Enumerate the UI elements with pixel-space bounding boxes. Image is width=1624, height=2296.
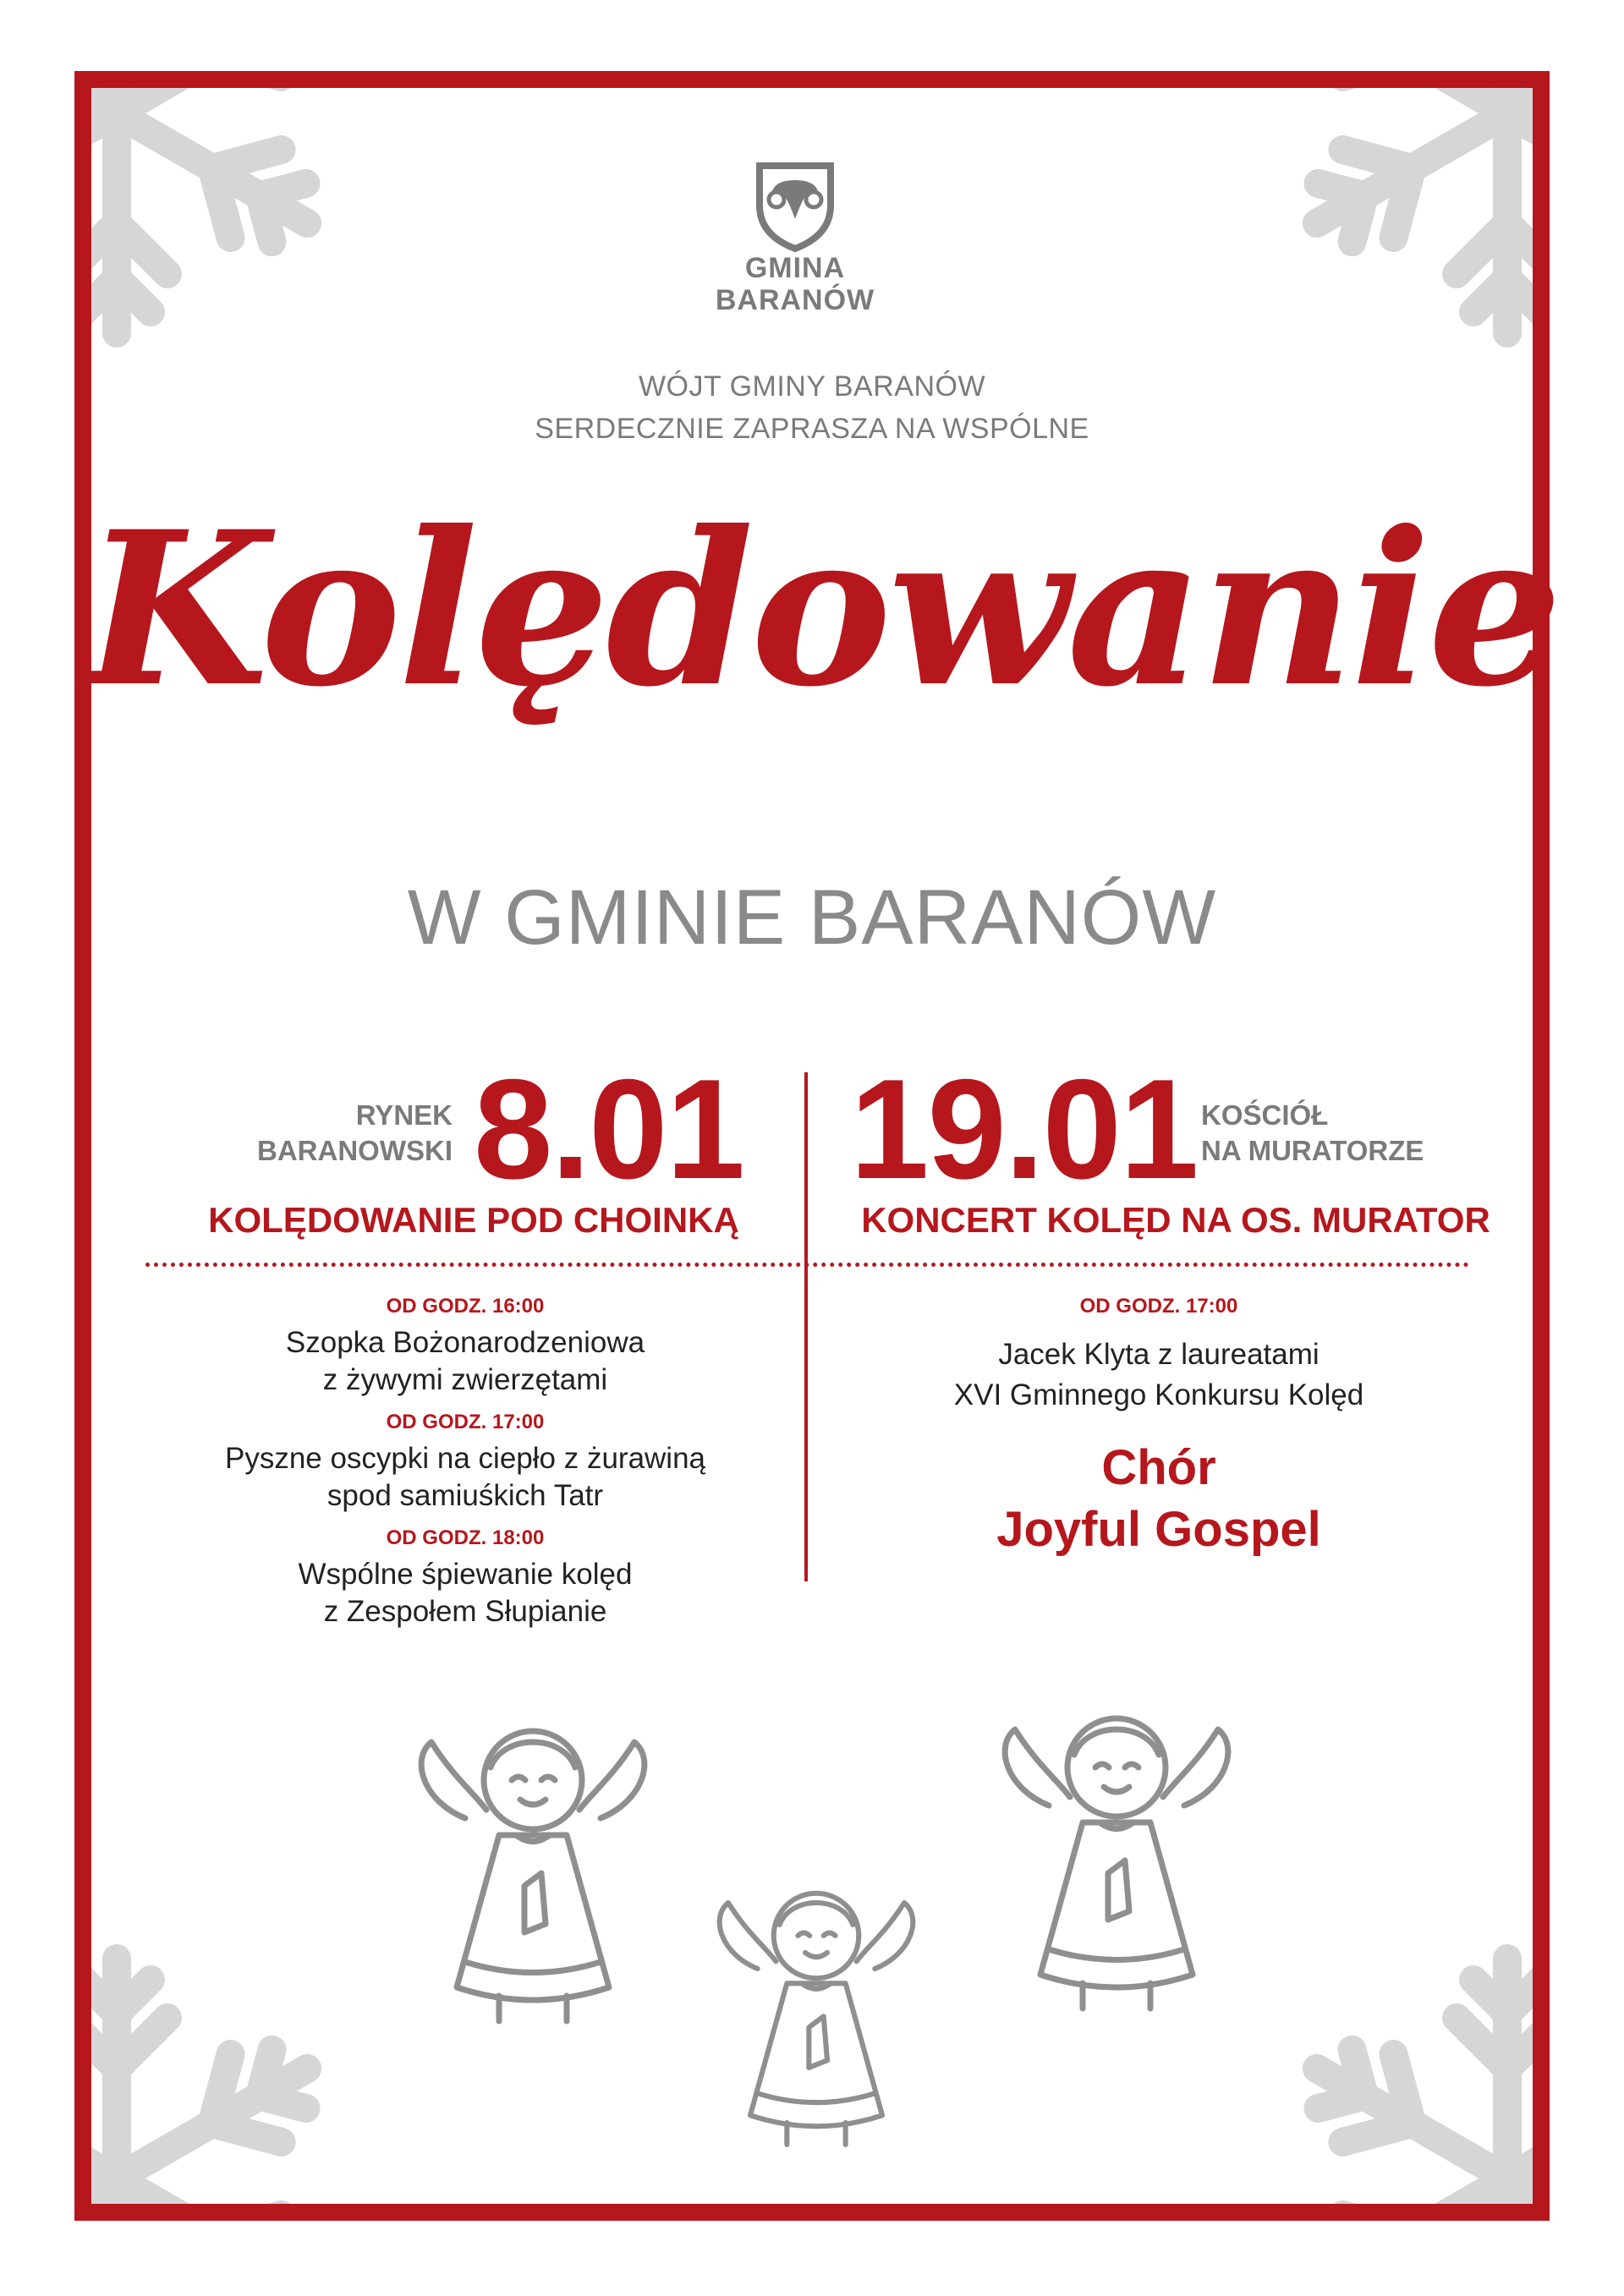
snowflake-icon [74,1942,354,2221]
intro-line-2: SERDECZNIE ZAPRASZA NA WSPÓLNE [535,413,1089,445]
right-place-line-1: KOŚCIÓŁ [1201,1099,1329,1131]
right-time: OD GODZ. 17:00 [1079,1295,1238,1318]
left-place-line-2: BARANOWSKI [257,1135,453,1166]
left-date: 8.01 [474,1049,743,1208]
logo-line-2: BARANÓW [715,284,875,316]
intro-line-1: WÓJT GMINY BARANÓW [638,370,986,403]
logo-line-1: GMINA [744,252,846,284]
left-place-line-1: RYNEK [355,1099,453,1131]
snowflake-icon [1270,1942,1550,2221]
left-time-2: OD GODZ. 17:00 [386,1411,545,1433]
left-desc-1a: Szopka Bożonarodzeniowa [285,1326,645,1359]
choir-line-2: Joyful Gospel [996,1502,1321,1557]
page-subtitle: W GMINIE BARANÓW [407,874,1217,961]
left-desc-2b: spod samiuśkich Tatr [326,1479,604,1512]
left-time-3: OD GODZ. 18:00 [386,1526,545,1549]
snowflake-icon [1270,71,1550,350]
page-title: Kolędowanie [85,485,1560,733]
ram-head-shield-icon [753,159,837,252]
right-desc-1: Jacek Klyta z laureatami [998,1338,1320,1371]
dotted-divider [145,1263,1469,1267]
left-desc-3a: Wspólne śpiewanie kolęd [298,1558,633,1591]
snowflake-icon [74,71,354,350]
angel-icon [706,1869,926,2156]
vertical-divider [804,1072,808,1581]
choir-line-1: Chór [1101,1440,1216,1495]
left-desc-1b: z żywymi zwierzętami [322,1363,608,1396]
left-time-1: OD GODZ. 16:00 [386,1295,545,1318]
left-desc-3b: z Zespołem Słupianie [323,1595,607,1628]
left-event-title: KOLĘDOWANIE POD CHOINKĄ [208,1200,739,1240]
right-event-title: KONCERT KOLĘD NA OS. MURATOR [861,1200,1490,1240]
angel-icon [406,1708,660,2030]
right-date: 19.01 [850,1049,1198,1208]
right-place-line-2: NA MURATORZE [1201,1135,1424,1166]
left-desc-2a: Pyszne oscypki na ciepło z żurawiną [224,1442,706,1475]
angel-icon [990,1691,1243,2021]
right-desc-2: XVI Gminnego Konkursu Kolęd [953,1378,1364,1411]
